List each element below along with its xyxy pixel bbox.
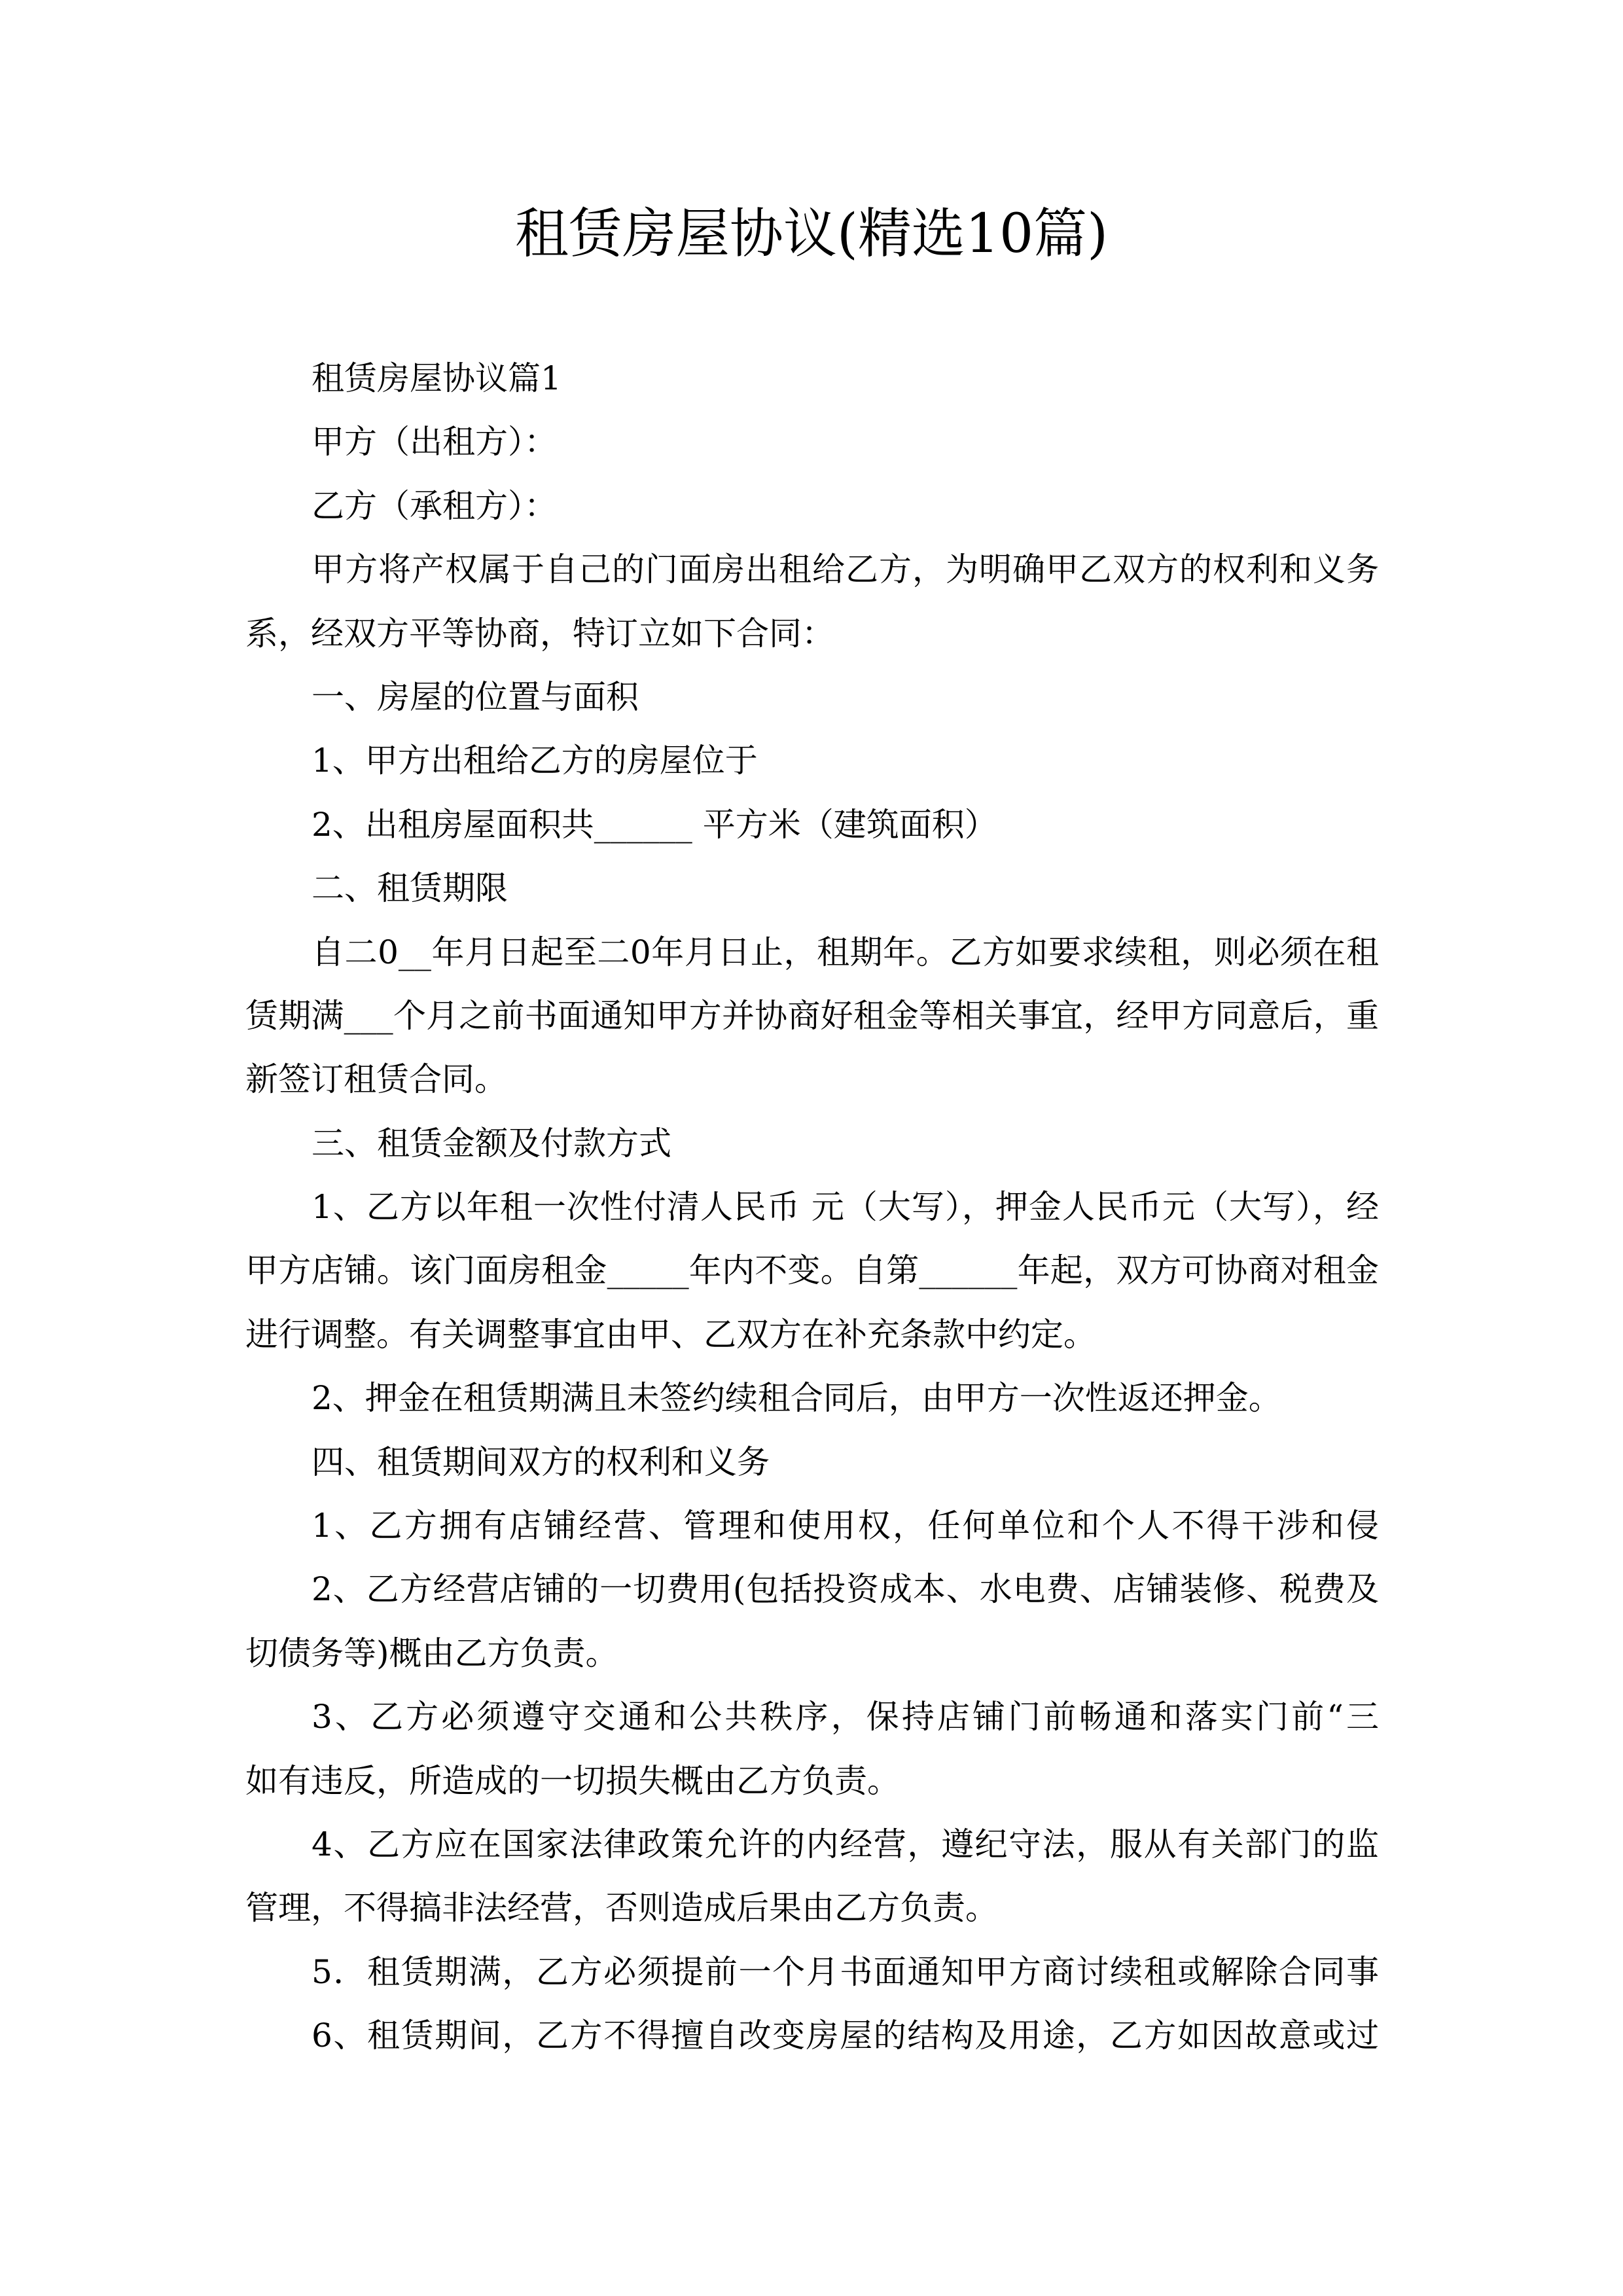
party-b-line: 乙方（承租方）：: [312, 486, 557, 525]
paragraph-line: 甲方店铺。该门面房租金_____年内不变。自第______年起，双方可协商对租金: [245, 1251, 1379, 1290]
paragraph-line: 2、押金在租赁期满且未签约续租合同后，由甲方一次性返还押金。: [312, 1379, 1281, 1418]
clause-heading: 四、租赁期间双方的权利和义务: [312, 1443, 770, 1481]
paragraph-line: 1、甲方出租给乙方的房屋位于: [312, 742, 758, 780]
document-body: [245, 347, 1379, 2068]
clause-heading: 二、租赁期限: [312, 869, 508, 908]
paragraph-line: 管理，不得搞非法经营，否则造成后果由乙方负责。: [245, 1889, 998, 1928]
paragraph-line: 甲方将产权属于自己的门面房出租给乙方，为明确甲乙双方的权利和义务: [312, 550, 1379, 589]
paragraph-line: 切债务等)概由乙方负责。: [245, 1634, 618, 1672]
document-title: 租赁房屋协议(精选10篇): [514, 203, 1109, 265]
paragraph-line: 3、乙方必须遵守交通和公共秩序，保持店铺门前畅通和落实门前“三: [312, 1698, 1379, 1736]
paragraph-line: 自二0__年月日起至二0年月日止，租期年。乙方如要求续租，则必须在租: [312, 933, 1379, 971]
paragraph-line: 赁期满___个月之前书面通知甲方并协商好租金等相关事宜，经甲方同意后，重: [245, 996, 1379, 1035]
clause-heading: 三、租赁金额及付款方式: [312, 1124, 671, 1162]
paragraph-line: 1、乙方以年租一次性付清人民币 元（大写），押金人民币元（大写），经: [312, 1188, 1379, 1227]
paragraph-line: 2、乙方经营店铺的一切费用(包括投资成本、水电费、店铺装修、税费及: [312, 1570, 1379, 1609]
paragraph-line: 如有违反，所造成的一切损失概由乙方负责。: [245, 1761, 900, 1800]
paragraph-line: 系，经双方平等协商，特订立如下合同：: [245, 614, 834, 653]
clause-heading: 一、房屋的位置与面积: [312, 677, 639, 716]
paragraph-line: 6、租赁期间，乙方不得擅自改变房屋的结构及用途，乙方如因故意或过: [312, 2017, 1379, 2055]
paragraph-line: 5．租赁期满，乙方必须提前一个月书面通知甲方商讨续租或解除合同事: [312, 1952, 1379, 1991]
paragraph-line: 新签订租赁合同。: [245, 1060, 507, 1099]
party-a-line: 甲方（出租方）：: [312, 423, 557, 461]
paragraph-line: 2、出租房屋面积共______ 平方米（建筑面积）: [312, 805, 997, 844]
paragraph-line: 进行调整。有关调整事宜由甲、乙双方在补充条款中约定。: [245, 1315, 1096, 1354]
section-heading: 租赁房屋协议篇1: [312, 359, 562, 397]
paragraph-line: 1、乙方拥有店铺经营、管理和使用权，任何单位和个人不得干涉和侵: [312, 1507, 1379, 1545]
paragraph-line: 4、乙方应在国家法律政策允许的内经营，遵纪守法，服从有关部门的监: [312, 1825, 1379, 1863]
